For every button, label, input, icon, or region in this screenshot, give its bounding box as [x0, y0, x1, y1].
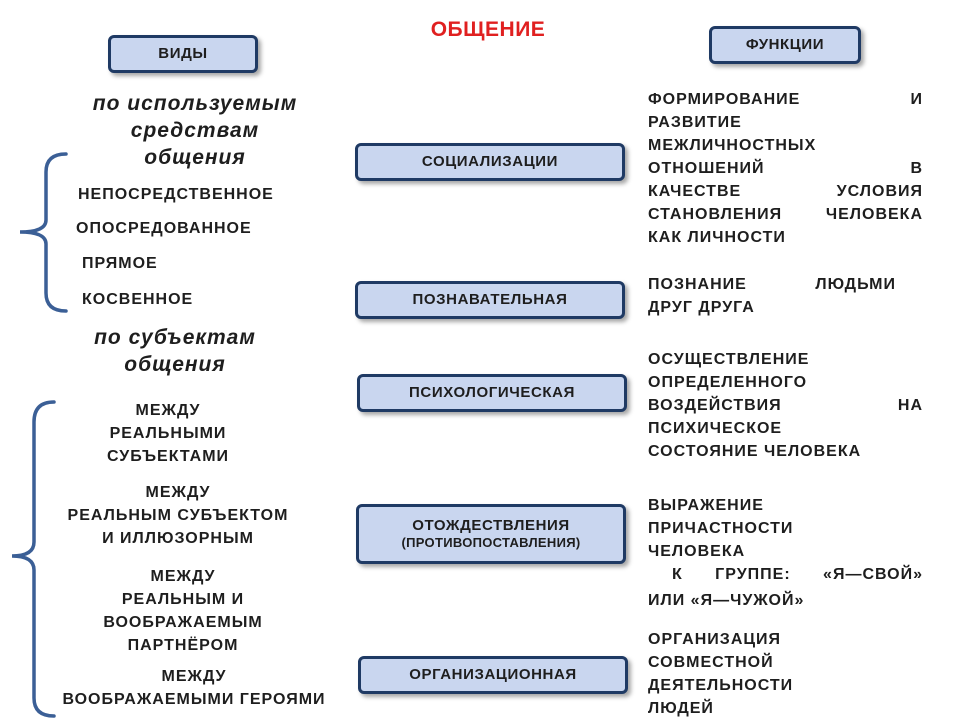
group-subjects-heading: по субъектам общения	[94, 326, 256, 376]
types-header-label: ВИДЫ	[158, 45, 208, 63]
group-means-brace	[8, 150, 68, 315]
types-header-box	[108, 35, 258, 73]
type-item-real-imaginary: МЕЖДУ РЕАЛЬНЫМ И ВООБРАЖАЕМЫМ ПАРТНЁРОМ	[103, 568, 263, 654]
group-means-heading: по используемым средствам общения	[92, 92, 298, 169]
function-box-socialization: СОЦИАЛИЗАЦИИ	[355, 143, 625, 181]
function-desc-organizational: ОРГАНИЗАЦИЯ СОВМЕСТНОЙ ДЕЯТЕЛЬНОСТИ ЛЮДЕЙ	[648, 631, 794, 717]
function-desc-psychological: ОСУЩЕСТВЛЕНИЕ ОПРЕДЕЛЕННОГО ВОЗДЕЙСТВИЯ НА ПСИХИЧЕСКОЕ СОСТОЯНИЕ ЧЕЛОВЕКА	[648, 351, 923, 460]
function-box-psychological: ПСИХОЛОГИЧЕСКАЯ	[357, 374, 627, 412]
function-box-cognitive: ПОЗНАВАТЕЛЬНАЯ	[355, 281, 625, 319]
functions-header-label: ФУНКЦИИ	[745, 36, 825, 54]
function-box-identification: ОТОЖДЕСТВЛЕНИЯ (ПРОТИВОПОСТАВЛЕНИЯ)	[356, 504, 626, 564]
functions-header-box	[709, 26, 861, 64]
function-desc-identification: ВЫРАЖЕНИЕ ПРИЧАСТНОСТИ ЧЕЛОВЕКА К ГРУППЕ: «Я—СВОЙ» ИЛИ «Я—ЧУЖОЙ»	[648, 497, 923, 609]
type-item-direct: НЕПОСРЕДСТВЕННОЕ	[78, 186, 274, 203]
function-desc-cognitive: ПОЗНАНИЕ ЛЮДЬМИ ДРУГ ДРУГА	[648, 276, 896, 316]
function-desc-socialization: ФОРМИРОВАНИЕ И РАЗВИТИЕ МЕЖЛИЧНОСТНЫХ ОТНОШЕНИЙ В КАЧЕСТВЕ УСЛОВИЯ СТАНОВЛЕНИЯ ЧЕЛОВЕКА КАК ЛИЧНОСТИ	[648, 91, 923, 246]
type-item-straight: ПРЯМОЕ	[82, 255, 158, 272]
type-item-real-illusory: МЕЖДУ РЕАЛЬНЫМ СУБЪЕКТОМ И ИЛЛЮЗОРНЫМ	[67, 484, 289, 547]
diagram-title: ОБЩЕНИЕ	[430, 18, 546, 41]
type-item-mediated: ОПОСРЕДОВАННОЕ	[76, 220, 252, 237]
type-item-real-subjects: МЕЖДУ РЕАЛЬНЫМИ СУБЪЕКТАМИ	[106, 402, 230, 465]
function-box-organizational: ОРГАНИЗАЦИОННАЯ	[358, 656, 628, 694]
type-item-indirect: КОСВЕННОЕ	[82, 291, 194, 308]
type-item-imaginary-heroes: МЕЖДУ ВООБРАЖАЕМЫМИ ГЕРОЯМИ	[62, 668, 326, 708]
